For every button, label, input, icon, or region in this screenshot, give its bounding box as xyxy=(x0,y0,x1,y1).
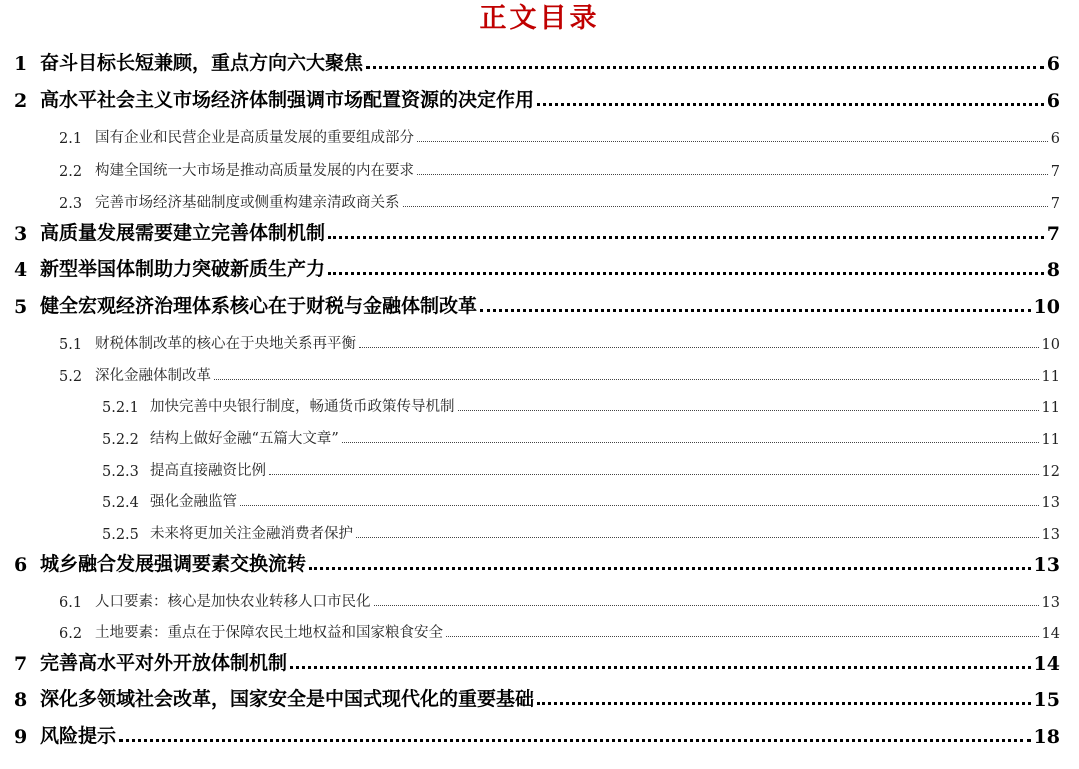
entry-page: 14 xyxy=(1033,653,1060,675)
entry-page: 6 xyxy=(1046,90,1060,112)
leader-dots xyxy=(417,174,1048,175)
toc-entry[interactable] xyxy=(0,331,1060,353)
entry-number: 5.2 xyxy=(59,369,83,385)
entry-number: 2.2 xyxy=(59,164,83,180)
entry-title: 提高直接融资比例 xyxy=(150,463,266,479)
leader-dots xyxy=(446,636,1039,637)
entry-title: 财税体制改革的核心在于央地关系再平衡 xyxy=(95,336,356,352)
entry-page: 7 xyxy=(1050,196,1060,212)
leader-dots xyxy=(458,410,1039,411)
leader-dots xyxy=(119,739,1031,742)
entry-title: 加快完善中央银行制度，畅通货币政策传导机制 xyxy=(150,399,455,415)
leader-dots xyxy=(537,103,1044,106)
toc-entry[interactable] xyxy=(0,363,1060,385)
entry-page: 13 xyxy=(1033,554,1060,576)
entry-title: 国有企业和民营企业是高质量发展的重要组成部分 xyxy=(95,130,414,146)
entry-title: 构建全国统一大市场是推动高质量发展的内在要求 xyxy=(95,163,414,179)
toc-entry[interactable] xyxy=(0,394,1060,416)
entry-title: 人口要素：核心是加快农业转移人口市民化 xyxy=(95,594,371,610)
toc-entry[interactable] xyxy=(0,190,1060,212)
toc-entry[interactable] xyxy=(0,589,1060,611)
toc-entry[interactable] xyxy=(0,620,1060,642)
entry-page: 13 xyxy=(1041,495,1060,511)
entry-number: 5.2.4 xyxy=(102,495,139,511)
toc-entry[interactable] xyxy=(0,649,1060,675)
entry-number: 2 xyxy=(14,90,28,112)
toc-entry[interactable] xyxy=(0,158,1060,180)
entry-title: 深化多领域社会改革，国家安全是中国式现代化的重要基础 xyxy=(40,688,535,710)
entry-page: 10 xyxy=(1033,296,1060,318)
entry-title: 未来将更加关注金融消费者保护 xyxy=(150,526,353,542)
entry-number: 6.2 xyxy=(59,626,83,642)
entry-page: 11 xyxy=(1041,369,1060,385)
entry-page: 12 xyxy=(1041,464,1060,480)
entry-number: 3 xyxy=(14,223,28,245)
entry-title: 风险提示 xyxy=(40,725,117,747)
leader-dots xyxy=(480,309,1031,312)
toc-entry[interactable] xyxy=(0,255,1060,281)
toc-entry[interactable] xyxy=(0,722,1060,748)
entry-page: 11 xyxy=(1041,400,1060,416)
entry-number: 5 xyxy=(14,296,28,318)
leader-dots xyxy=(356,537,1039,538)
entry-title: 强化金融监管 xyxy=(150,494,237,510)
entry-title: 新型举国体制助力突破新质生产力 xyxy=(40,258,326,280)
toc-entry[interactable] xyxy=(0,49,1060,75)
entry-page: 11 xyxy=(1041,432,1060,448)
toc-entry[interactable] xyxy=(0,489,1060,511)
entry-page: 7 xyxy=(1050,164,1060,180)
entry-number: 8 xyxy=(14,689,28,711)
entry-page: 13 xyxy=(1041,595,1060,611)
leader-dots xyxy=(269,474,1039,475)
entry-title: 健全宏观经济治理体系核心在于财税与金融体制改革 xyxy=(40,295,478,317)
entry-number: 5.2.5 xyxy=(102,527,139,543)
entry-page: 6 xyxy=(1050,131,1060,147)
entry-title: 高质量发展需要建立完善体制机制 xyxy=(40,222,326,244)
leader-dots xyxy=(290,666,1031,669)
entry-number: 5.1 xyxy=(59,337,83,353)
entry-number: 5.2.2 xyxy=(102,432,139,448)
entry-number: 9 xyxy=(14,726,28,748)
toc-entry[interactable] xyxy=(0,685,1060,711)
leader-dots xyxy=(214,379,1039,380)
entry-title: 土地要素：重点在于保障农民土地权益和国家粮食安全 xyxy=(95,625,443,641)
entry-title: 城乡融合发展强调要素交换流转 xyxy=(40,553,307,575)
leader-dots xyxy=(342,442,1039,443)
leader-dots xyxy=(328,236,1044,239)
entry-title: 高水平社会主义市场经济体制强调市场配置资源的决定作用 xyxy=(40,89,535,111)
toc-entry[interactable] xyxy=(0,292,1060,318)
entry-number: 6 xyxy=(14,554,28,576)
toc-entry[interactable] xyxy=(0,426,1060,448)
entry-title: 完善市场经济基础制度或侧重构建亲清政商关系 xyxy=(95,195,400,211)
leader-dots xyxy=(309,567,1031,570)
entry-page: 7 xyxy=(1046,223,1060,245)
toc-entry[interactable] xyxy=(0,86,1060,112)
entry-page: 18 xyxy=(1033,726,1060,748)
entry-page: 13 xyxy=(1041,527,1060,543)
entry-title: 结构上做好金融“五篇大文章” xyxy=(150,431,339,447)
leader-dots xyxy=(240,505,1039,506)
entry-title: 深化金融体制改革 xyxy=(95,368,211,384)
leader-dots xyxy=(366,66,1044,69)
leader-dots xyxy=(403,206,1048,207)
entry-page: 6 xyxy=(1046,53,1060,75)
entry-number: 5.2.1 xyxy=(102,400,139,416)
entry-page: 15 xyxy=(1033,689,1060,711)
toc-entry[interactable] xyxy=(0,550,1060,576)
entry-number: 6.1 xyxy=(59,595,83,611)
leader-dots xyxy=(537,702,1031,705)
toc-entry[interactable] xyxy=(0,521,1060,543)
entry-page: 8 xyxy=(1046,259,1060,281)
page-title: 正文目录 xyxy=(479,3,600,34)
leader-dots xyxy=(359,347,1039,348)
toc-entry[interactable] xyxy=(0,219,1060,245)
leader-dots xyxy=(417,141,1048,142)
entry-number: 5.2.3 xyxy=(102,464,139,480)
entry-title: 奋斗目标长短兼顾，重点方向六大聚焦 xyxy=(40,52,364,74)
entry-number: 7 xyxy=(14,653,28,675)
entry-number: 4 xyxy=(14,259,28,281)
leader-dots xyxy=(374,605,1039,606)
toc-entry[interactable] xyxy=(0,458,1060,480)
entry-number: 1 xyxy=(14,53,28,75)
toc-entry[interactable] xyxy=(0,125,1060,147)
entry-page: 14 xyxy=(1041,626,1060,642)
entry-page: 10 xyxy=(1041,337,1060,353)
entry-title: 完善高水平对外开放体制机制 xyxy=(40,652,288,674)
entry-number: 2.3 xyxy=(59,196,83,212)
leader-dots xyxy=(328,272,1044,275)
entry-number: 2.1 xyxy=(59,131,83,147)
